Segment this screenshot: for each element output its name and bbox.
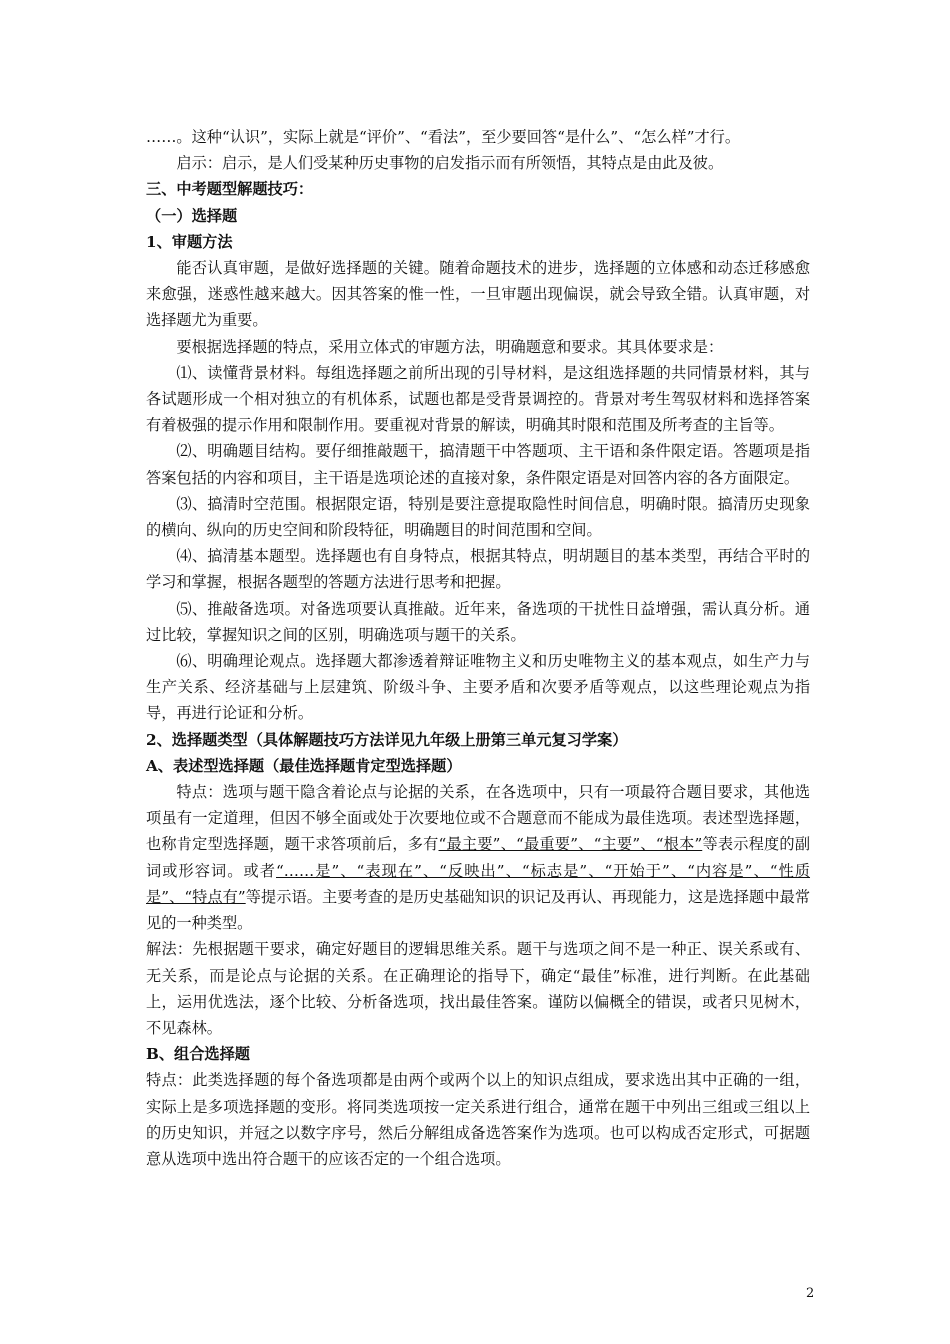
list-item-question-type: ⑷、搞清基本题型。选择题也有自身特点，根据其特点，明胡题目的基本类型，再结合平时的学习和掌握，根据各题型的答题方法进行思考和把握。 (146, 547, 810, 592)
page-number: 2 (806, 1286, 815, 1301)
heading-type-a: A、表述型选择题（最佳选择题肯定型选择题） (146, 756, 462, 775)
paragraph-review-key: 能否认真审题，是做好选择题的关键。随着命题技术的进步，选择题的立体感和动态迁移感愈来愈强，迷惑性越来越大。因其答案的惟一性，一旦审题出现偏误，就会导致全错。认真审题，对选择题尤为重要。 (146, 259, 810, 330)
paragraph-evaluation: ……。这种“认识”，实际上就是“评价”、“看法”，至少要回答“是什么”、“怎么样”才行。 (146, 128, 741, 146)
underlined-keywords: “最主要”、“最重要”、“主要”、“根本” (438, 835, 703, 854)
underlined-prompts: “……是”、“表现在”、“反映出”、“标志是”、“开始于”、“内容是”、“性质是”、“特点有” (146, 861, 811, 906)
heading-type-b: B、组合选择题 (146, 1045, 250, 1064)
subsection-heading-choice: （一）选择题 (146, 206, 238, 225)
text-segment: 特点：选项与题干隐含着论点与论据的关系，在各选项中，只有一项最符合题目要求，其他选项虽有一定道理，但因不够全面或处于次要地位或不合题意而不能成为最佳选项。表述型选择题，也称肯定型选择题，题干求答项前后，多有 (146, 783, 810, 854)
heading-choice-types: 2、选择题类型（具体解题技巧方法详见九年级上册第三单元复习学案） (146, 730, 628, 749)
paragraph-type-b-features: 特点：此类选择题的每个备选项都是由两个或两个以上的知识点组成，要求选出其中正确的一组，实际上是多项选择题的变形。将同类选项按一定关系进行组合，通常在题干中列出三组或三组以上的历史知识，并冠之以数字序号，然后分解组成备选答案作为选项。也可以构成否定形式，可据题意从选项中选出符合题干的应该否定的一个组合选项。 (146, 1071, 810, 1168)
paragraph-review-requirements: 要根据选择题的特点，采用立体式的审题方法，明确题意和要求。其具体要求是： (176, 337, 724, 356)
paragraph-type-a-solution: 解法：先根据题干要求，确定好题目的逻辑思维关系。题干与选项之间不是一种正、误关系或有、无关系，而是论点与论据的关系。在正确理论的指导下，确定“最佳”标准，进行判断。在此基础上，运用优选法，逐个比较、分析备选项，找出最佳答案。谨防以偏概全的错误，或者只见树木，不见森林。 (146, 940, 810, 1037)
list-item-background: ⑴、读懂背景材料。每组选择题之前所出现的引导材料，是这组选择题的共同情景材料，其与各试题形成一个相对独立的有机体系，试题也都是受背景调控的。背景对考生驾驭材料和选择答案有着极强的提示作用和限制作用。要重视对背景的解读，明确其时限和范围及所考查的主旨等。 (146, 363, 810, 435)
paragraph-type-a-features (146, 779, 810, 936)
section-heading-techniques: 三、中考题型解题技巧： (146, 180, 314, 199)
list-item-structure: ⑵、明确题目结构。要仔细推敲题干，搞清题干中答题项、主干语和条件限定语。答题项是指答案包括的内容和项目，主干语是选项论述的直接对象，条件限定语是对回答内容的各方面限定。 (146, 442, 810, 487)
list-item-theory: ⑹、明确理论观点。选择题大都渗透着辩证唯物主义和历史唯物主义的基本观点，如生产力与生产关系、经济基础与上层建筑、阶级斗争、主要矛盾和次要矛盾等观点，以这些理论观点为指导，再进行论证和分析。 (146, 652, 810, 723)
text-segment: 等表示程度的副词或形容词。或者 (146, 835, 811, 880)
list-item-options: ⑸、推敲备选项。对备选项要认真推敲。近年来，备选项的干扰性日益增强，需认真分析。通过比较，掌握知识之间的区别，明确选项与题干的关系。 (146, 599, 810, 644)
page-body (146, 124, 810, 1172)
list-item-time-space: ⑶、搞清时空范围。根据限定语，特别是要注意提取隐性时间信息，明确时限。搞清历史现象的横向、纵向的历史空间和阶段特征，明确题目的时间范围和空间。 (146, 494, 810, 540)
heading-review-method: 1、审题方法 (146, 232, 233, 251)
text-segment: 等提示语。主要考查的是历史基础知识的识记及再认、再现能力，这是选择题中最常见的一种类型。 (146, 887, 811, 933)
paragraph-inspiration: 启示：启示，是人们受某种历史事物的启发指示而有所领悟，其特点是由此及彼。 (176, 154, 724, 173)
